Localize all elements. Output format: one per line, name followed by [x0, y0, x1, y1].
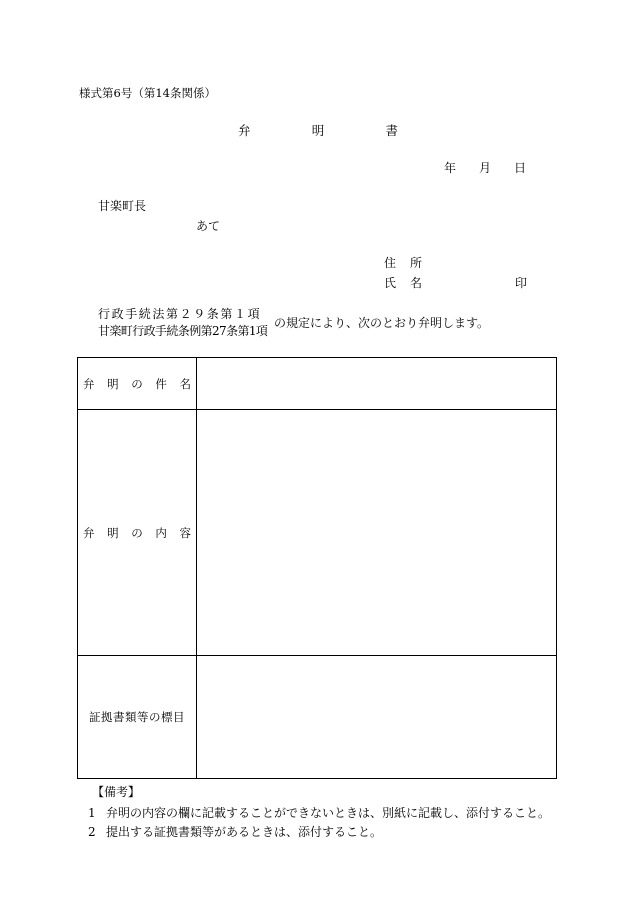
content-label	[78, 410, 197, 656]
label-char: 弁	[83, 376, 95, 391]
date-day: 日	[513, 161, 526, 175]
row-subject	[78, 358, 557, 410]
note-number: 2	[88, 825, 96, 839]
label-char: 名	[179, 376, 191, 391]
date-line	[444, 161, 526, 175]
address-char: 住	[384, 256, 397, 270]
note-item	[88, 806, 550, 820]
sender-name-label	[384, 276, 422, 290]
evidence-label	[78, 656, 197, 779]
addressee-suffix: あて	[196, 219, 221, 233]
label-char: 容	[179, 525, 191, 540]
label-char: 内	[155, 525, 167, 540]
label-char: 明	[107, 376, 119, 391]
evidence-label-text: 証拠書類等の標目	[89, 710, 185, 724]
notes-heading: 【備考】	[92, 785, 141, 799]
law-reference-local: 甘楽町行政手続条例第27条第1項	[98, 324, 268, 338]
note-text: 弁明の内容の欄に記載することができないときは、別紙に記載し、添付すること。	[106, 806, 551, 820]
label-char: 件	[155, 376, 167, 391]
form-number: 様式第6号（第14条関係）	[79, 86, 216, 100]
label-char: 弁	[83, 525, 95, 540]
label-char: の	[131, 525, 143, 540]
sender-address-label	[384, 256, 422, 270]
title-char: 明	[311, 123, 325, 138]
note-number: 1	[88, 806, 96, 820]
date-month: 月	[478, 161, 491, 175]
address-char: 所	[409, 256, 422, 270]
name-char: 氏	[384, 276, 397, 290]
label-char: の	[131, 376, 143, 391]
subject-label	[78, 358, 197, 410]
addressee: 甘楽町長	[98, 199, 147, 213]
document-title	[238, 124, 398, 138]
note-text: 提出する証拠書類等があるときは、添付すること。	[106, 825, 383, 839]
title-char: 弁	[238, 123, 251, 138]
note-item	[88, 825, 382, 839]
content-field[interactable]	[197, 410, 557, 656]
row-content	[78, 410, 557, 656]
law-reference-tail: の規定により、次のとおり弁明します。	[274, 316, 490, 330]
seal-mark: 印	[515, 276, 528, 290]
row-evidence	[78, 656, 557, 779]
name-char: 名	[409, 276, 422, 290]
subject-field[interactable]	[197, 358, 557, 410]
explanation-form-table	[77, 357, 557, 779]
label-char: 明	[107, 525, 119, 540]
law-reference-national: 行政手続法第２９条第１項	[98, 307, 262, 321]
date-year: 年	[444, 161, 457, 175]
title-char: 書	[385, 123, 398, 138]
evidence-field[interactable]	[197, 656, 557, 779]
